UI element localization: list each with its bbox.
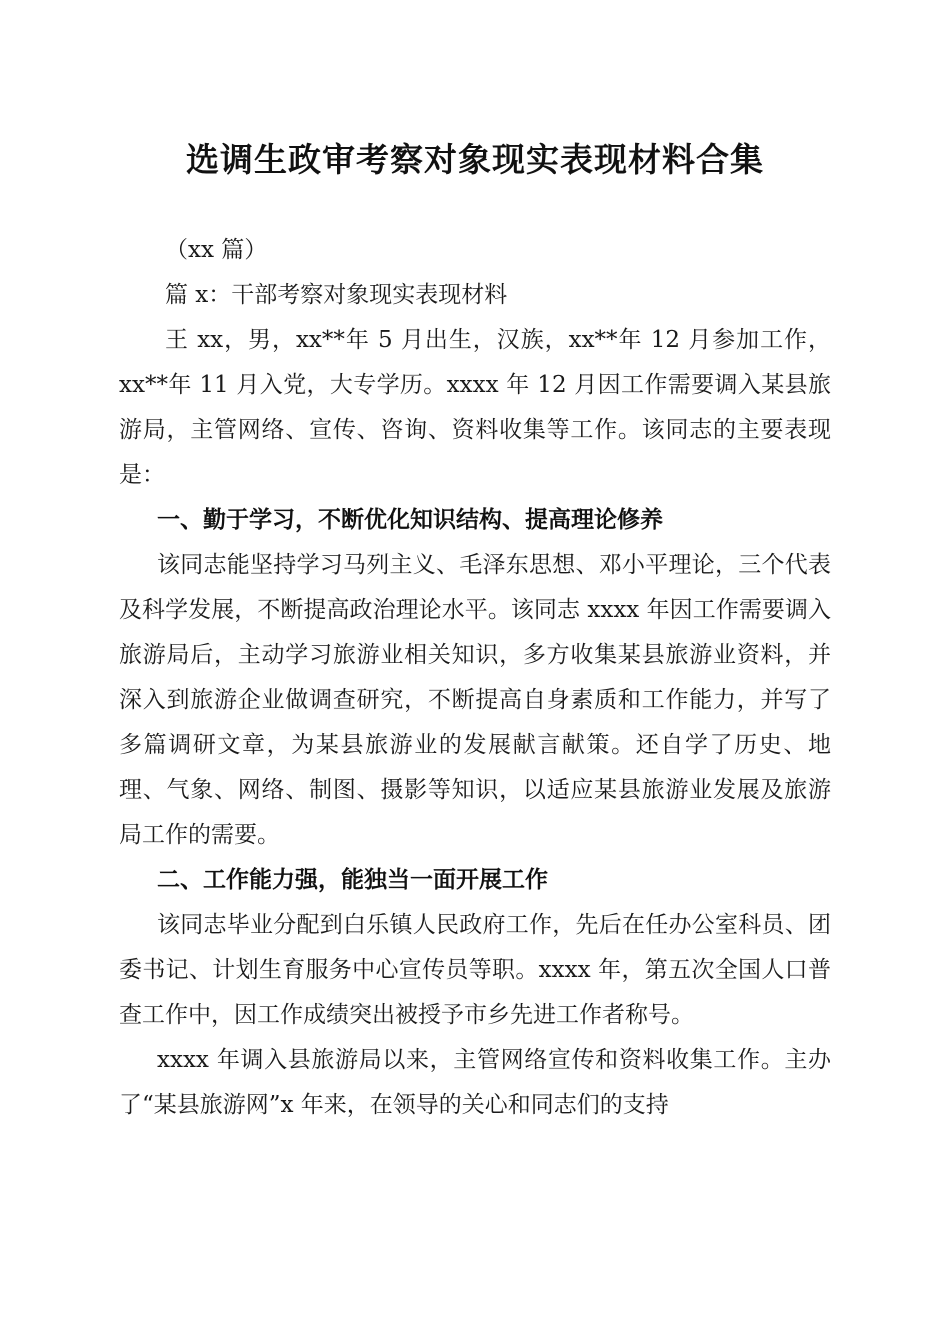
heading-1: 一、勤于学习，不断优化知识结构、提高理论修养 <box>157 507 663 533</box>
document-body <box>119 228 831 1128</box>
part-marker: （xx 篇） <box>165 237 268 263</box>
paragraph-2: 该同志毕业分配到白乐镇人民政府工作，先后在任办公室科员、团委书记、计划生育服务中心宣传员等职。xxxx 年，第五次全国人口普查工作中，因工作成绩突出被授予市乡先进工作者称号。 <box>119 912 831 1028</box>
document-title: 选调生政审考察对象现实表现材料合集 <box>186 140 764 179</box>
paragraph-1: 该同志能坚持学习马列主义、毛泽东思想、邓小平理论，三个代表及科学发展，不断提高政治理论水平。该同志 xxxx 年因工作需要调入旅游局后，主动学习旅游业相关知识，多方收集某县旅游业资料，并深入到旅游企业做调查研究，不断提高自身素质和工作能力，并写了多篇调研文章，为某县旅游业的发展献言献策。还自学了历史、地理、气象、网络、制图、摄影等知识，以适应某县旅游业发展及旅游局工作的需要。 <box>119 552 831 848</box>
intro-paragraph: 王 xx，男，xx**年 5 月出生，汉族，xx**年 12 月参加工作，xx**年 11 月入党，大专学历。xxxx 年 12 月因工作需要调入某县旅游局，主管网络、宣传、咨询、资料收集等工作。该同志的主要表现是： <box>119 327 831 488</box>
paragraph-3: xxxx 年调入县旅游局以来，主管网络宣传和资料收集工作。主办了“某县旅游网”x 年来，在领导的关心和同志们的支持 <box>119 1047 831 1118</box>
heading-2: 二、工作能力强，能独当一面开展工作 <box>157 867 548 893</box>
section-title: 篇 x：干部考察对象现实表现材料 <box>165 282 508 308</box>
